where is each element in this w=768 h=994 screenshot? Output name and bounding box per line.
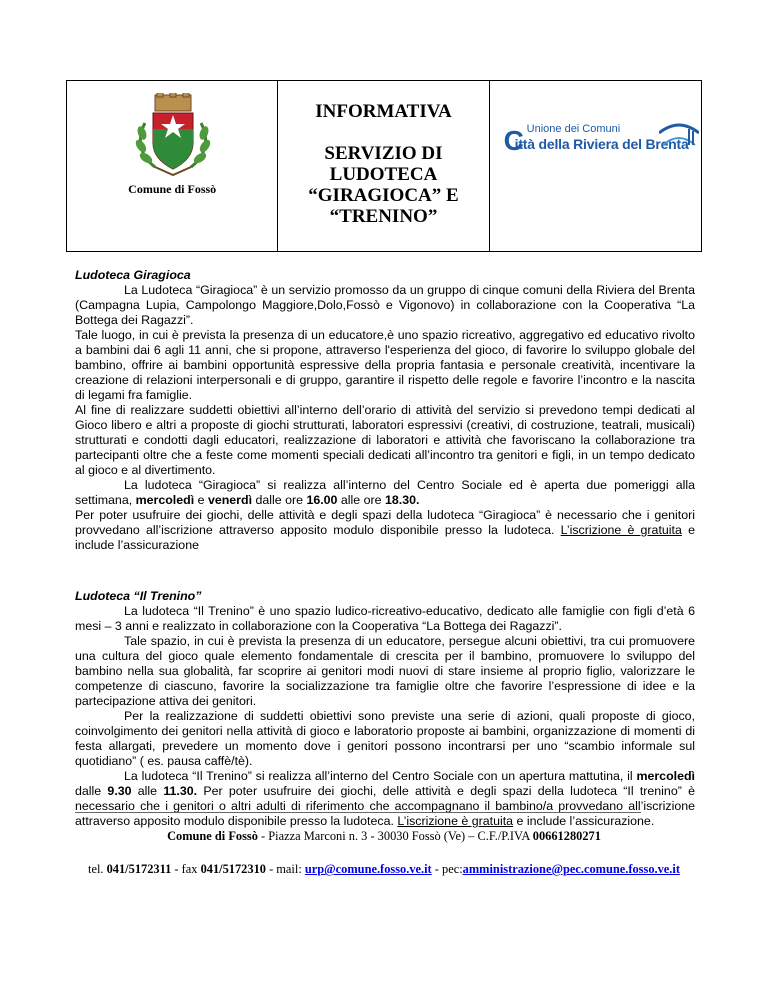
logo-line1: Unione dei Comuni bbox=[526, 123, 621, 135]
logo-line2: ittà della Riviera del Brenta bbox=[514, 136, 689, 152]
section-heading-trenino: Ludoteca “Il Trenino” bbox=[75, 589, 202, 603]
text: e include l’assicurazione. bbox=[513, 814, 655, 828]
header-left-cell bbox=[67, 81, 278, 251]
bridge-icon bbox=[659, 119, 699, 149]
text: alle bbox=[131, 784, 164, 798]
time-bold: 9.30 bbox=[107, 784, 132, 798]
footer-address bbox=[0, 829, 768, 844]
text: alle ore bbox=[337, 493, 385, 507]
free-enrollment-note: L’iscrizione è gratuita bbox=[397, 814, 514, 828]
header-right-cell bbox=[490, 81, 701, 251]
text: Per poter usufruire dei giochi, delle attività e degli spazi della ludoteca “Giragioca” è necessario che i genitori provvedano all’iscrizione attraverso apposito modulo disponibile presso la ludoteca. bbox=[75, 508, 695, 537]
text: dalle ore bbox=[252, 493, 307, 507]
section-heading-giragioca: Ludoteca Giragioca bbox=[75, 268, 191, 282]
day-bold: mercoledì bbox=[636, 769, 695, 783]
pec-email-link[interactable]: amministrazione@pec.comune.fosso.ve.it bbox=[462, 862, 680, 876]
paragraph-enrollment bbox=[75, 508, 695, 553]
paragraph-hours bbox=[75, 769, 695, 829]
municipality-label: Comune di Fossò bbox=[128, 182, 217, 196]
header-table bbox=[66, 80, 702, 252]
fax-label: - fax bbox=[171, 862, 201, 876]
footer-divider bbox=[75, 812, 641, 813]
union-logo bbox=[504, 121, 694, 161]
spacer bbox=[75, 553, 695, 589]
mail-label: - mail: bbox=[265, 862, 305, 876]
service-title-line: SERVIZIO DI bbox=[324, 143, 443, 164]
footer-vat: 00661280271 bbox=[532, 829, 601, 843]
text: dalle bbox=[75, 784, 108, 798]
header-title-cell bbox=[278, 81, 489, 251]
tel-number: 041/5172311 bbox=[106, 862, 172, 876]
pec-label: - pec: bbox=[431, 862, 463, 876]
email-link[interactable]: urp@comune.fosso.ve.it bbox=[304, 862, 432, 876]
day-bold: venerdì bbox=[207, 493, 253, 507]
paragraph: Per la realizzazione di suddetti obiettivi sono previste una serie di azioni, quali proposte di gioco, coinvolgimento dei genitori nella attività di gioco e laboratorio proposte ai bambini, organizzazione di momenti di festa allargati, prevedere un momento dove i genitori possono incontrarsi per uno “scambio informale sul quotidiano” ( es. pausa caffè/tè). bbox=[75, 709, 695, 768]
service-title-line: LUDOTECA bbox=[329, 164, 438, 185]
time-bold: 11.30. bbox=[163, 784, 198, 798]
paragraph: Tale spazio, in cui è prevista la presenza di un educatore, persegue alcuni obiettivi, tra cui promuovere una cultura del gioco quale elemento fondamentale di crescita per il bambino, promuovere lo sviluppo del bambino nella sua globalità, far scoprire ai genitori modi nuovi di stare insieme al proprio figlio, valorizzare le competenze di ciascuno, favorire la socializzazione tra famiglie oltre che favorire l’espressione di idee e la partecipazione attiva dei genitori. bbox=[75, 634, 695, 708]
time-bold: 16.00 bbox=[306, 493, 338, 507]
logo-initial: C bbox=[503, 125, 524, 156]
service-title-line: “TRENINO” bbox=[329, 206, 438, 227]
paragraph: La ludoteca “Il Trenino” è uno spazio ludico-ricreativo-educativo, dedicato alle famiglie con figli d’età 6 mesi – 3 anni e realizzato in collaborazione con la Cooperativa “La Bottega dei Ragazzi”. bbox=[75, 604, 695, 633]
tel-label: tel. bbox=[88, 862, 107, 876]
fax-number: 041/5172310 bbox=[200, 862, 266, 876]
free-enrollment-note: L’iscrizione è gratuita bbox=[560, 523, 682, 537]
footer-contacts bbox=[0, 862, 768, 877]
footer-address-text: - Piazza Marconi n. 3 - 30030 Fossò (Ve) – C.F./P.IVA bbox=[257, 829, 533, 843]
text: e include l’assicurazione bbox=[75, 523, 695, 552]
document-title: INFORMATIVA bbox=[315, 101, 452, 122]
paragraph-hours bbox=[75, 478, 695, 508]
text: La ludoteca “Giragioca” si realizza all’interno del Centro Sociale ed è aperta due pomeriggi alla settimana, bbox=[75, 478, 695, 507]
service-title bbox=[278, 143, 488, 227]
paragraph: La Ludoteca “Giragioca” è un servizio promosso da un gruppo di cinque comuni della Riviera del Brenta (Campagna Lupia, Campolongo Maggiore,Dolo,Fossò e Vigonovo) in collaborazione con la Cooperativa “La Bottega dei Ragazzi”. bbox=[75, 283, 695, 327]
text: Per poter usufruire dei giochi, delle attività e degli spazi della ludoteca “Il trenino” è necessario che i genitori o altri adulti di riferimento che accompagnano il bambino/a provvedano all’iscrizione attraverso apposito modulo disponibile presso la ludoteca. bbox=[75, 784, 695, 828]
time-bold: 18.30. bbox=[384, 493, 420, 507]
footer-org: Comune di Fossò bbox=[167, 829, 258, 843]
day-bold: mercoledì bbox=[135, 493, 195, 507]
text: e bbox=[194, 493, 208, 507]
paragraph: Tale luogo, in cui è prevista la presenza di un educatore,è uno spazio ricreativo, aggregativo ed educativo rivolto a bambini dai 6 agli 11 anni, che si propone, attraverso l'esperienza del gioco, di favorire lo sviluppo globale del bambino, offrire ai bambini opportunità espressive della propria fantasia e personale creatività, incentivare la creazione di relazioni interpersonali e di gruppo, garantire il rispetto delle regole e favorire l’incontro e la nascita di legami fra famiglie. bbox=[75, 328, 695, 402]
paragraph: Al fine di realizzare suddetti obiettivi all’interno dell’orario di attività del servizio si prevedono tempi dedicati al Gioco libero e altri a proposte di giochi strutturati, laboratori espressivi (creativi, di costruzione, teatrali, musicali) strutturati e condotti dagli educatori, realizzazione di laboratori e attività che favoriscano la collaborazione tra partecipanti oltre che a feste come momenti speciali dedicati all’incontro tra genitori e figli, in un tempo dedicato al gioco e al divertimento. bbox=[75, 403, 695, 477]
service-title-line: “GIRAGIOCA” E bbox=[308, 185, 459, 206]
coat-of-arms-icon bbox=[133, 93, 213, 179]
document-body bbox=[75, 268, 695, 829]
text: La ludoteca “Il Trenino” si realizza all’interno del Centro Sociale con un apertura mattutina, il bbox=[124, 769, 637, 783]
